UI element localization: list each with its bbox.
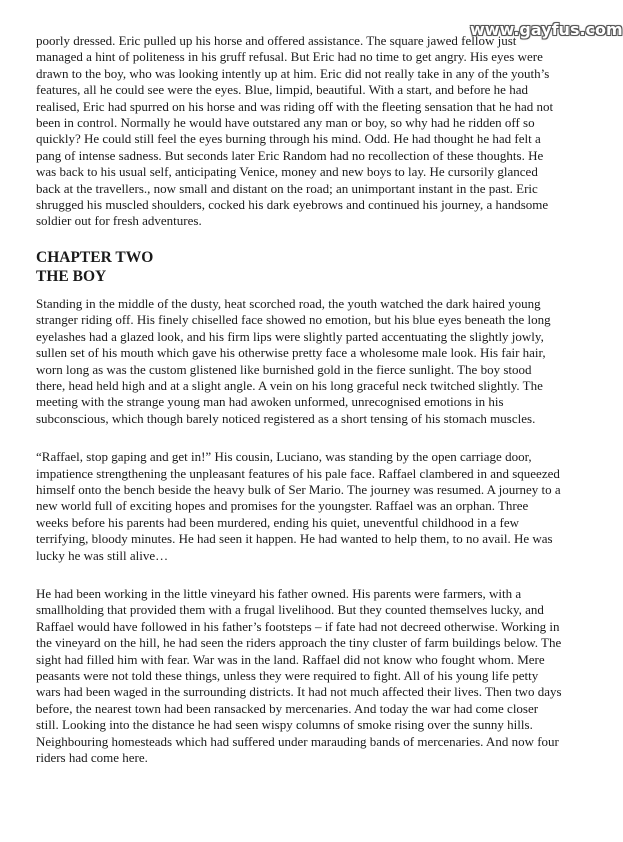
paragraph-3: “Raffael, stop gaping and get in!” His cousin, Luciano, was standing by the open carriage door, impatience strengthening the unpleasant features of his pale face. Raffael clambered in and squeezed himself onto the bench beside the heavy bulk of Ser Mario. The journey was resumed. A journey to a new world full of exciting hopes and promises for the youngster. Raffael was an orphan. Three weeks before his parents had been murdered, ending his quiet, uneventful childhood in a few terrifying, bloody minutes. He had seen it happen. He had wanted to help them, to no avail. He was lucky he was still alive… — [36, 449, 561, 563]
paragraph-2: Standing in the middle of the dusty, heat scorched road, the youth watched the dark haired young stranger riding off. His finely chiselled face showed no emotion, but his blue eyes beneath the long eyelashes had a glazed look, and his firm lips were slightly parted accentuating the slightly jowly, sullen set of his mouth which gave his otherwise pretty face a wholesome male look. His fair hair, worn long as was the custom glistened like burnished gold in the fierce sunlight. The boy stood there, head held high and at a slight angle. A vein on his long graceful neck twitched slightly. The meeting with the strange young man had awoken unformed, unrecognised emotions in his subconscious, which though barely noticed registered as a short tensing of his stomach muscles. — [36, 295, 551, 426]
page-content — [36, 33, 562, 766]
watermark: www.gayfus.com — [470, 20, 623, 39]
chapter-title: THE BOY — [36, 267, 107, 285]
paragraph-4: He had been working in the little vineyard his father owned. His parents were farmers, with a smallholding that provided them with a frugal livelihood. But they counted themselves lucky, and Raffael would have followed in his father’s footsteps – if fate had not decreed otherwise. Working in the vineyard on the hill, he had seen the riders approach the tiny cluster of farm buildings below. The sight had filled him with fear. War was in the land. Raffael did not know who fought whom. Mere peasants were not told these things, unless they were required to fight. All of his young life petty wars had been waged in the surrounding districts. It had not much affected their lives. Then two days before, the nearest town had been ransacked by mercenaries. And today the war had come closer still. Looking into the distance he had seen wispy columns of smoke rising over the sunny hills. Neighbouring homesteads which had suffered under marauding bands of mercenaries. And now four riders had come here. — [36, 585, 562, 766]
paragraph-1: poorly dressed. Eric pulled up his horse and offered assistance. The square jawed fellow just managed a hint of politeness in his gruff refusal. But Eric had no time to get angry. His eyes were drawn to the boy, who was looking intently up at him. Eric did not really take in any of the youth’s features, all he could see were the eyes. Blue, limpid, beautiful. With a start, and before he had realised, Eric had spurred on his horse and was riding off with the fleeting sensation that he had not been in control. Normally he would have outstared any man or boy, so why had he ridden off so quickly? He could still feel the eyes burning through his mind. Odd. He had thought he had felt a pang of intense sadness. But seconds later Eric Random had no recollection of these thoughts. He was back to his usual self, anticipating Venice, money and new boys to lay. He cursorily glanced back at the travellers., now small and distant on the road; an unimportant instant in the past. Eric shrugged his muscled shoulders, cocked his dark eyebrows and continued his journey, a handsome soldier out for fresh adventures. — [36, 33, 554, 229]
chapter-number: CHAPTER TWO — [36, 248, 154, 266]
chapter-heading — [36, 248, 562, 286]
